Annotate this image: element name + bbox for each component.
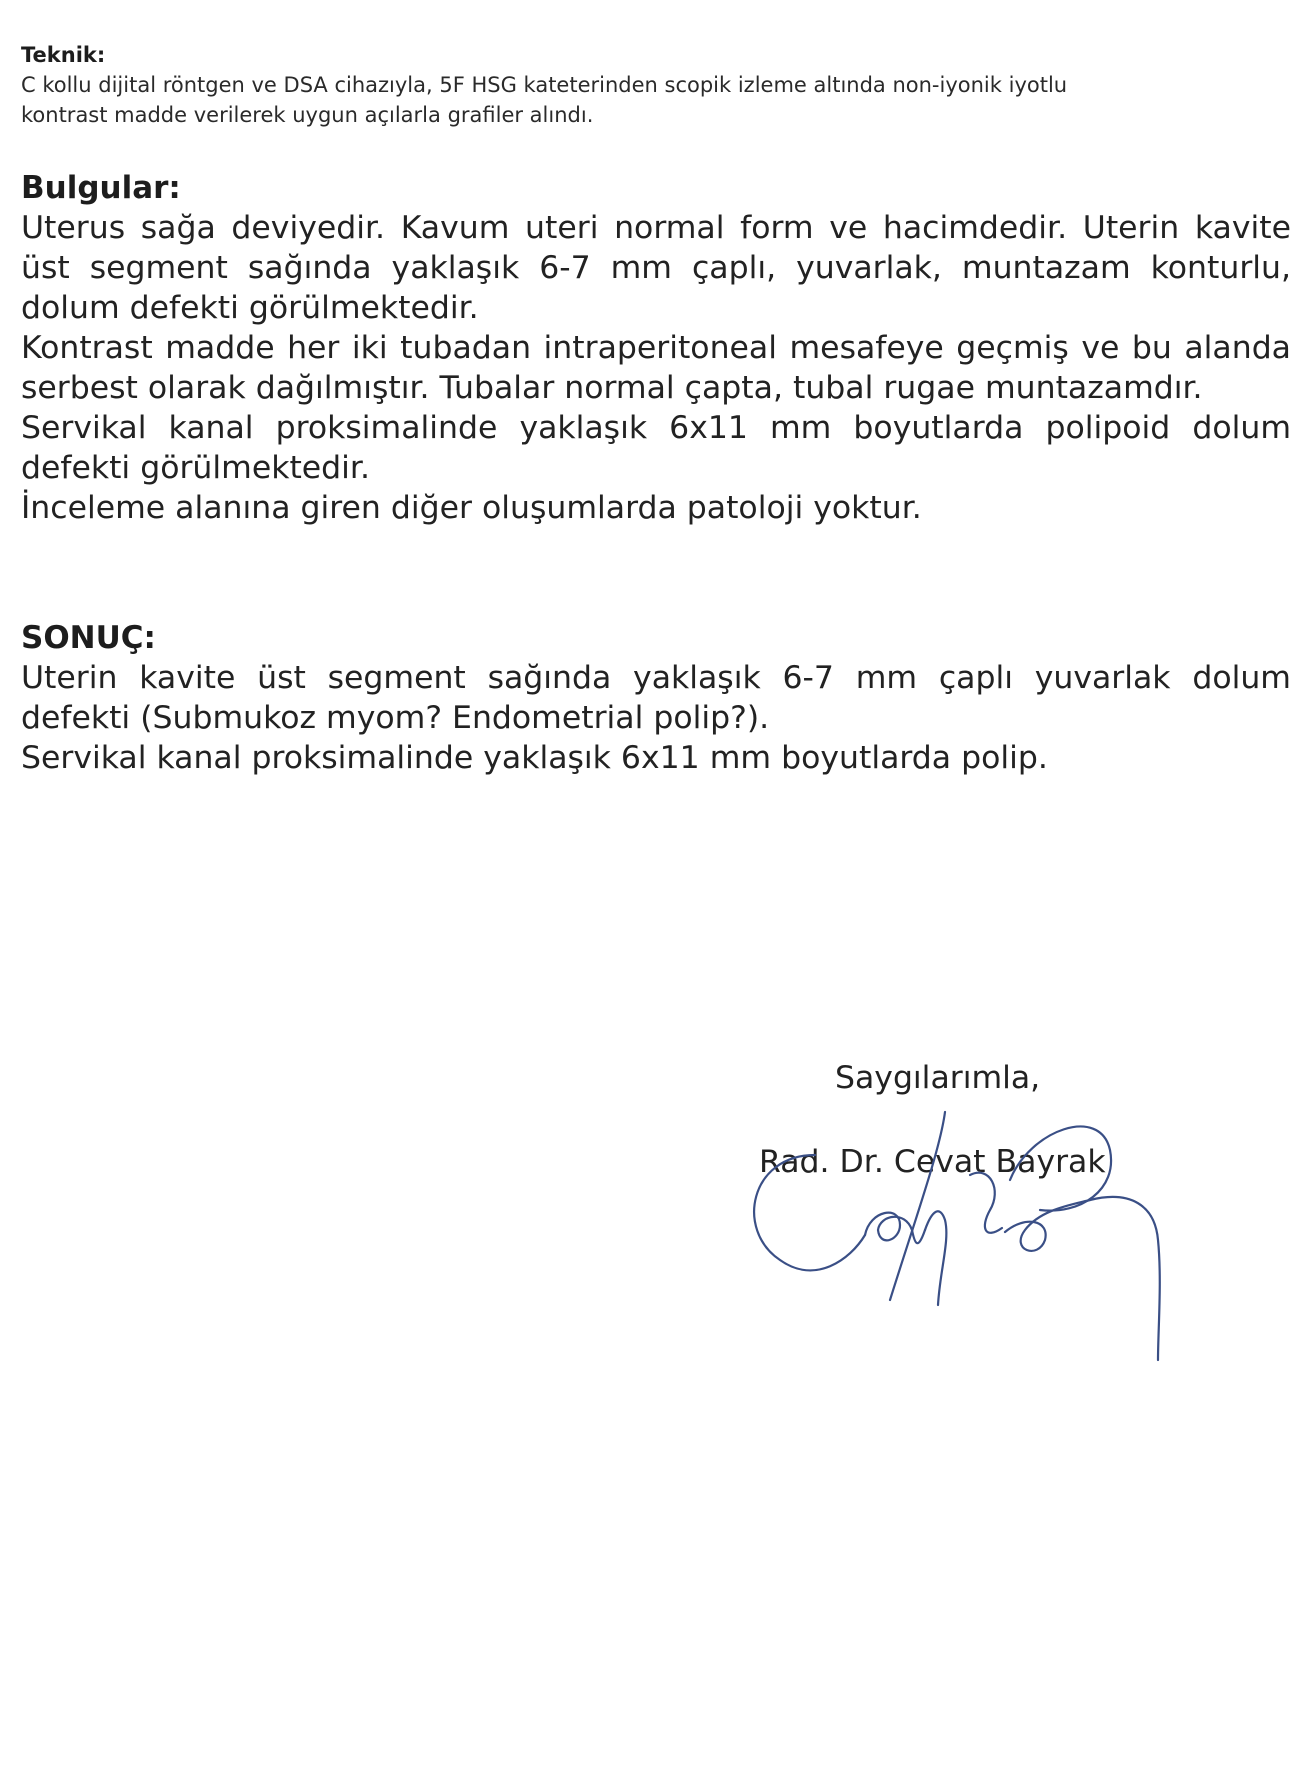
teknik-heading: Teknik: xyxy=(21,43,106,67)
sonuc-section xyxy=(21,618,1291,778)
bulgular-paragraph: Kontrast madde her iki tubadan intraperitoneal mesafeye geçmiş ve bu alanda serbest olarak dağılmıştır. Tubalar normal çapta, tubal rugae muntazamdır. xyxy=(21,330,1291,406)
teknik-line-1: C kollu dijital röntgen ve DSA cihazıyla, 5F HSG kateterinden scopik izleme altında non-iyonik iyotlu xyxy=(21,73,1068,97)
bulgular-heading: Bulgular: xyxy=(21,170,181,206)
teknik-section xyxy=(21,40,1291,130)
bulgular-paragraph: İnceleme alanına giren diğer oluşumlarda patoloji yoktur. xyxy=(21,490,922,526)
bulgular-paragraph: Uterus sağa deviyedir. Kavum uteri normal form ve hacimdedir. Uterin kavite üst segment sağında yaklaşık 6-7 mm çaplı, yuvarlak, muntazam konturlu, dolum defekti görülmektedir. xyxy=(21,210,1291,326)
sonuc-paragraph: Servikal kanal proksimalinde yaklaşık 6x11 mm boyutlarda polip. xyxy=(21,740,1048,776)
handwritten-signature xyxy=(740,1110,1240,1390)
bulgular-section xyxy=(21,168,1291,528)
sonuc-paragraph: Uterin kavite üst segment sağında yaklaşık 6-7 mm çaplı yuvarlak dolum defekti (Submukoz myom? Endometrial polip?). xyxy=(21,660,1291,736)
closing-greeting: Saygılarımla, xyxy=(835,1060,1041,1096)
sonuc-heading: SONUÇ: xyxy=(21,620,156,656)
teknik-line-2: kontrast madde verilerek uygun açılarla grafiler alındı. xyxy=(21,103,594,127)
bulgular-paragraph: Servikal kanal proksimalinde yaklaşık 6x11 mm boyutlarda polipoid dolum defekti görülmektedir. xyxy=(21,410,1291,486)
signer-name: Rad. Dr. Cevat Bayrak xyxy=(759,1144,1106,1180)
